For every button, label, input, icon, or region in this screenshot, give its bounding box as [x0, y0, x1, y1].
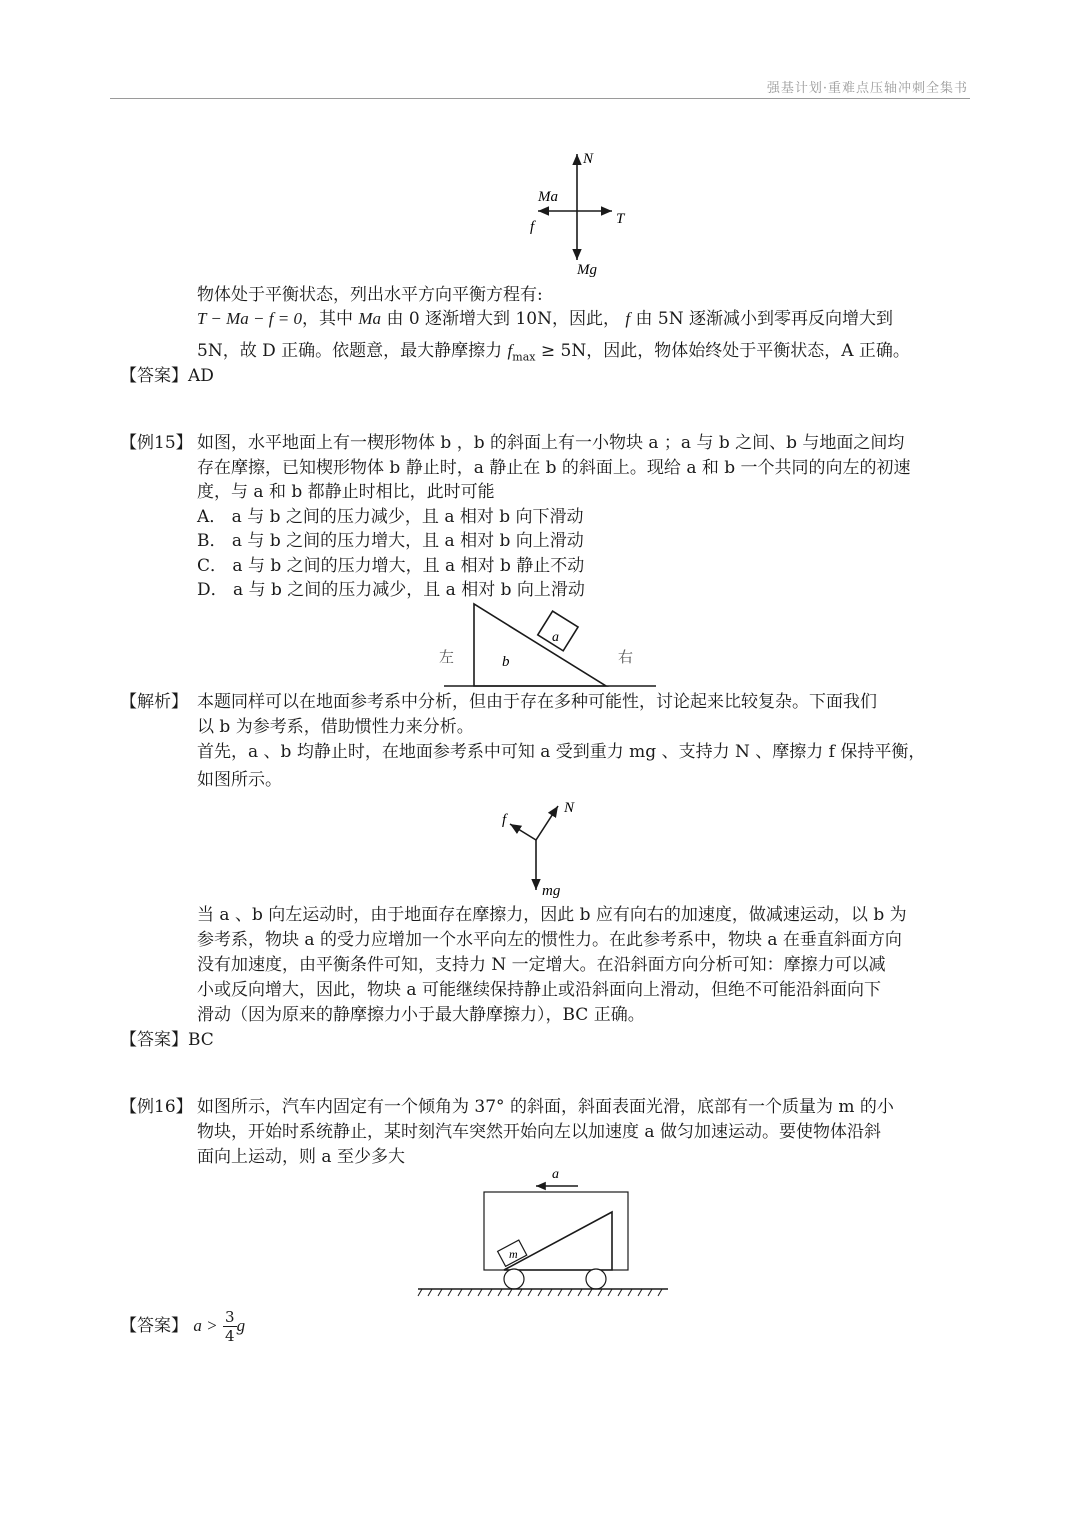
ex16-answer: 【答案】 a > $\frac{3}{4}$ g: [120, 1308, 246, 1345]
ex15-analysis-5: 当 a 、b 向左运动时，由于地面存在摩擦力，因此 b 应有向右的加速度，做减速运动，以 b 为: [197, 905, 907, 925]
wheel-left: [504, 1269, 524, 1289]
label-Mg: Mg: [577, 262, 597, 278]
label-T: T: [616, 211, 625, 227]
answer-fraction: $\frac{3}{4}$: [225, 1308, 235, 1345]
wedge-diagram: [428, 600, 668, 690]
ex15-line-1: 如图，水平地面上有一楔形物体 b ，b 的斜面上有一小物块 a ；a 与 b 之间、b 与地面之间均: [197, 433, 905, 453]
wedge-b-label: b: [502, 654, 510, 670]
prev-line-2: T − Ma − f = 0，其中 Ma 由 0 逐渐增大到 10N，因此， f 由 5N 逐渐减小到零再反向增大到: [197, 309, 894, 329]
left-label: 左: [439, 650, 455, 666]
ex15-option-b: B． a 与 b 之间的压力增大，且 a 相对 b 向上滑动: [197, 531, 584, 551]
block-m-label: m: [509, 1247, 518, 1261]
label-N2: N: [564, 800, 575, 816]
wedge-b: [474, 604, 606, 686]
ex16-label: 【例16】: [120, 1097, 193, 1117]
block-a-label: a: [552, 630, 559, 645]
ex15-line-3: 度，与 a 和 b 都静止时相比，此时可能: [197, 482, 495, 502]
arrow-N: [536, 806, 558, 840]
ex15-answer: 【答案】BC: [120, 1030, 214, 1050]
prev-equation: T − Ma − f = 0: [197, 309, 302, 328]
ex15-analysis-1: 本题同样可以在地面参考系中分析，但由于存在多种可能性，讨论起来比较复杂。下面我们: [197, 692, 877, 712]
ex15-option-c: C． a 与 b 之间的压力增大，且 a 相对 b 静止不动: [197, 556, 585, 576]
header-rule: [110, 98, 970, 99]
header-title: 强基计划·重难点压轴冲刺全集书: [766, 81, 968, 96]
accel-label: a: [552, 1167, 559, 1182]
label-Ma: Ma: [538, 189, 558, 205]
right-label: 右: [618, 650, 634, 666]
incline: [504, 1212, 612, 1270]
ex15-analysis-2: 以 b 为参考系，借助惯性力来分析。: [197, 717, 474, 737]
ex15-option-d: D． a 与 b 之间的压力减少，且 a 相对 b 向上滑动: [197, 580, 585, 600]
ex15-analysis-7: 没有加速度，由平衡条件可知，支持力 N 一定增大。在沿斜面方向分析可知：摩擦力可以减: [197, 955, 886, 975]
label-f: f: [530, 219, 535, 235]
ex15-analysis-9: 滑动（因为原来的静摩擦力小于最大静摩擦力），BC 正确。: [197, 1005, 645, 1025]
force-diagram-2: [498, 798, 588, 898]
car-incline-diagram: [412, 1162, 672, 1302]
ex15-analysis-label: 【解析】: [120, 692, 188, 712]
ex15-analysis-3: 首先，a 、b 均静止时，在地面参考系中可知 a 受到重力 mg 、支持力 N 、摩擦力 f 保持平衡，: [197, 742, 926, 762]
ex15-option-a: A． a 与 b 之间的压力减少，且 a 相对 b 向下滑动: [197, 507, 584, 527]
ex15-analysis-6: 参考系，物块 a 的受力应增加一个水平向左的惯性力。在此参考系中，物块 a 在垂直斜面方向: [197, 930, 902, 950]
prev-line-1: 物体处于平衡状态，列出水平方向平衡方程有:: [197, 285, 543, 305]
ground-hatch: [418, 1289, 662, 1296]
ex16-line-2: 物块，开始时系统静止，某时刻汽车突然开始向左以加速度 a 做匀加速运动。要使物体沿斜: [197, 1122, 881, 1142]
arrow-f: [510, 824, 536, 840]
prev-line-3: 5N，故 D 正确。依题意，最大静摩擦力 $f_{max} \ge 5N$，因此，物体始终处于平衡状态，A 正确。: [197, 341, 910, 364]
ex15-analysis-8: 小或反向增大，因此，物块 a 可能继续保持静止或沿斜面向上滑动，但绝不可能沿斜面向下: [197, 980, 881, 1000]
ex16-line-3: 面向上运动，则 a 至少多大: [197, 1147, 405, 1167]
ex15-line-2: 存在摩擦，已知楔形物体 b 静止时，a 静止在 b 的斜面上。现给 a 和 b 一个共同的向左的初速: [197, 458, 911, 478]
label-N: N: [583, 151, 594, 167]
ex15-analysis-4: 如图所示。: [197, 770, 282, 790]
ex16-line-1: 如图所示，汽车内固定有一个倾角为 37° 的斜面，斜面表面光滑，底部有一个质量为 m 的小: [197, 1097, 894, 1117]
label-f2: f: [502, 812, 507, 828]
force-diagram-1: [520, 148, 660, 278]
prev-answer: 【答案】AD: [120, 366, 214, 386]
label-mg2: mg: [542, 883, 561, 899]
wheel-right: [586, 1269, 606, 1289]
ex15-label: 【例15】: [120, 433, 193, 453]
